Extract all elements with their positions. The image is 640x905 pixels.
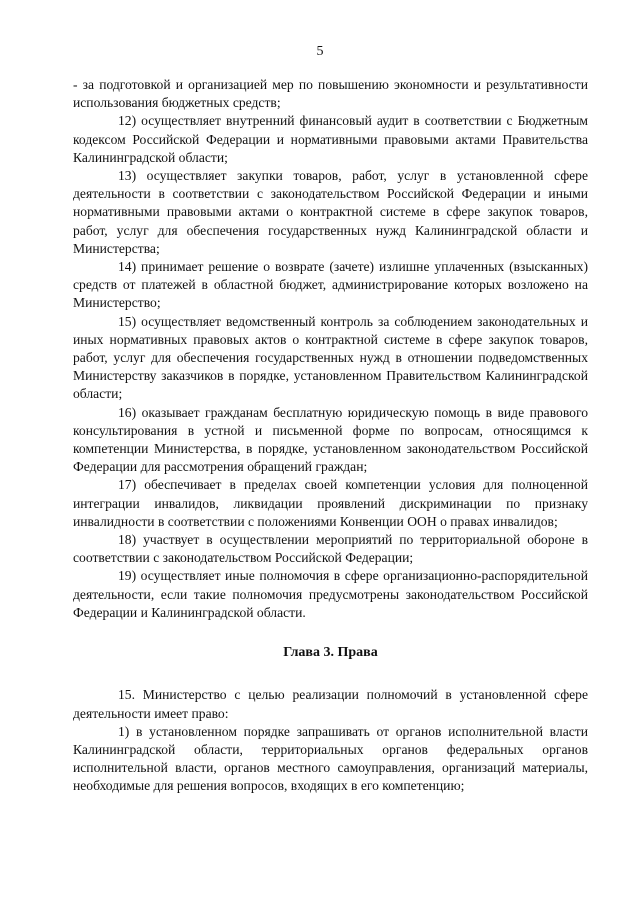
paragraph-item-16: 16) оказывает гражданам бесплатную юридическую помощь в виде правового консультирования в устной и письменной форме по вопросам, относящимся к компетенции Министерства, в порядке, установленном законодательством Российской Федерации для рассмотрения обращений граждан; bbox=[73, 404, 588, 475]
paragraph-item-18: 18) участвует в осуществлении мероприятий по территориальной обороне в соответствии с законодательством Российской Федерации; bbox=[73, 532, 588, 566]
document-body bbox=[73, 76, 588, 796]
paragraph-item-13: 13) осуществляет закупки товаров, работ, услуг в установленной сфере деятельности в соответствии с законодательством Российской Федерации и иными нормативными правовыми актами о контрактной системе в сфере закупок товаров, работ, услуг для обеспечения государственных нужд Калининградской области и Министерства; bbox=[73, 168, 588, 256]
page-number: 5 bbox=[316, 44, 324, 59]
chapter-heading: Глава 3. Права bbox=[283, 645, 378, 661]
paragraph-right-1: 1) в установленном порядке запрашивать от органов исполнительной власти Калининградской области, территориальных органов федеральных органов исполнительной власти, органов местного самоуправления, организаций материалы, необходимые для решения вопросов, входящих в его компетенцию; bbox=[73, 723, 588, 794]
paragraph-clause-15: 15. Министерство с целью реализации полномочий в установленной сфере деятельности имеет право: bbox=[73, 687, 588, 721]
paragraph-item-19: 19) осуществляет иные полномочия в сфере организационно-распорядительной деятельности, если такие полномочия предусмотрены законодательством Российской Федерации и Калининградской области. bbox=[73, 568, 588, 620]
paragraph-item-15: 15) осуществляет ведомственный контроль за соблюдением законодательных и иных нормативных правовых актов о контрактной системе в сфере закупок товаров, работ, услуг для обеспечения государственных нужд в отношении подведомственных Министерству заказчиков в порядке, установленном Правительством Калининградской области; bbox=[73, 313, 588, 402]
paragraph-intro-item: - за подготовкой и организацией мер по повышению экономности и результативности использования бюджетных средств; bbox=[73, 77, 588, 111]
paragraph-item-14: 14) принимает решение о возврате (зачете) излишне уплаченных (взысканных) средств от платежей в областной бюджет, администрирование которых возложено на Министерство; bbox=[73, 259, 588, 311]
paragraph-item-17: 17) обеспечивает в пределах своей компетенции условия для полноценной интеграции инвалидов, ликвидации проявлений дискриминации по признаку инвалидности в соответствии с положениями Конвенции ООН о правах инвалидов; bbox=[73, 477, 588, 529]
paragraph-item-12: 12) осуществляет внутренний финансовый аудит в соответствии с Бюджетным кодексом Российской Федерации и нормативными правовыми актами Правительства Калининградской области; bbox=[73, 113, 588, 165]
